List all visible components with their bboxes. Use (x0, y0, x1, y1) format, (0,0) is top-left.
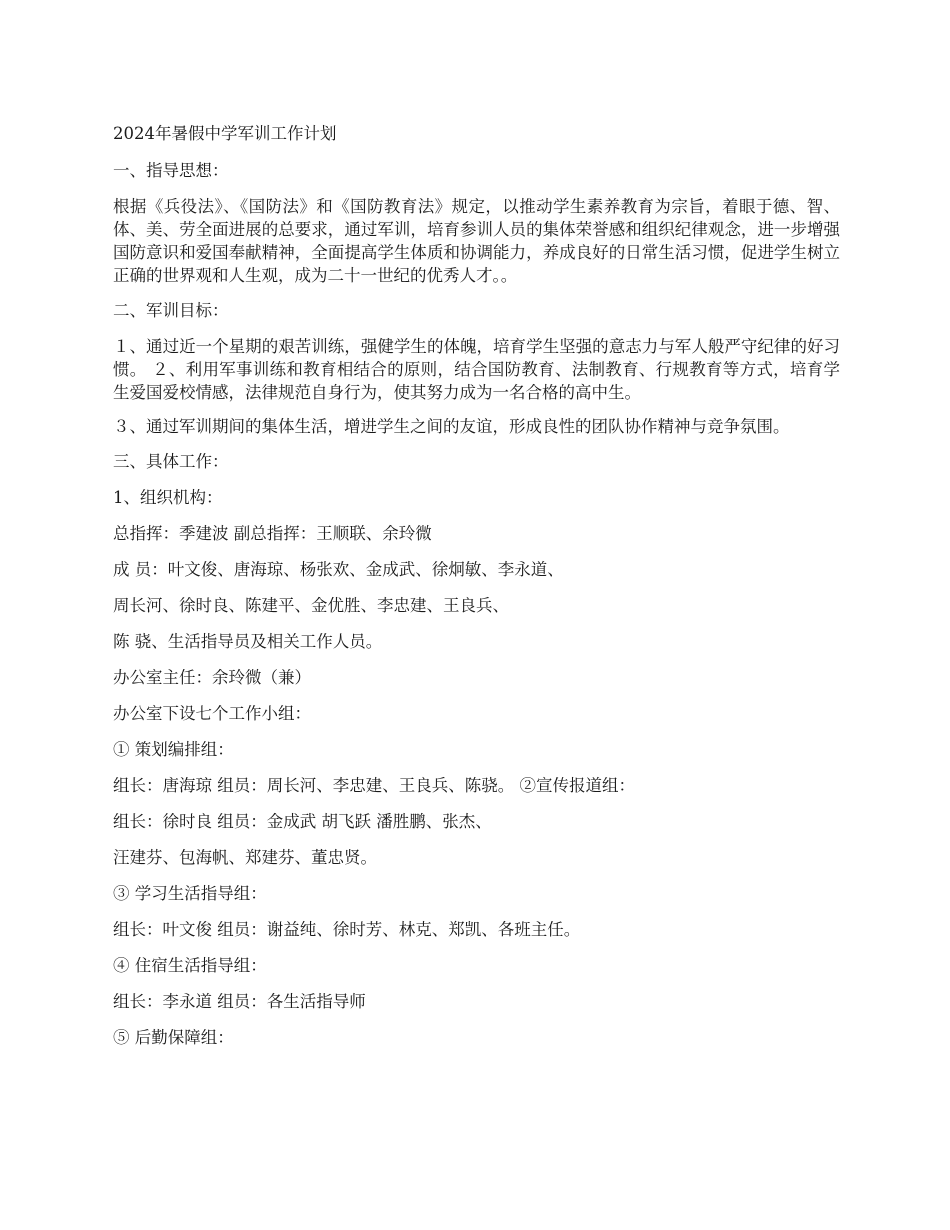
section-heading-guiding-ideology: 一、指导思想： (113, 161, 229, 180)
line-members-1: 成 员：叶文俊、唐海琼、杨张欢、金成武、徐炯敏、李永道、 (113, 559, 564, 579)
document-title: 2024年暑假中学军训工作计划 (113, 124, 337, 143)
group-publicity-members-1: 组长：徐时良 组员：金成武 胡飞跃 潘胜鹏、张杰、 (113, 811, 492, 831)
group-publicity-members-2: 汪建芬、包海帆、郑建芬、董忠贤。 (113, 847, 377, 867)
paragraph-goals-1-2: １、通过近一个星期的艰苦训练，强健学生的体魄，培育学生坚强的意志力与军人般严守纪律的好习惯。 ２、利用军事训练和教育相结合的原则，结合国防教育、法制教育、行规教育等方式，培育学生爱国爱校情感，法律规范自身行为，使其努力成为一名合格的高中生。 (113, 336, 840, 402)
section-heading-specific-work: 三、具体工作： (113, 451, 229, 471)
line-commanders: 总指挥：季建波 副总指挥：王顺联、余玲微 (113, 523, 432, 543)
line-members-2: 周长河、徐时良、陈建平、金优胜、李忠建、王良兵、 (113, 595, 509, 615)
line-members-3: 陈 骁、生活指导员及相关工作人员。 (113, 631, 383, 651)
group-logistics-heading: ⑤ 后勤保障组： (113, 1027, 234, 1047)
document-body (113, 122, 840, 1062)
group-study-life-heading: ③ 学习生活指导组： (113, 883, 267, 903)
group-dorm-life-members: 组长：李永道 组员：各生活指导师 (113, 991, 366, 1011)
line-office-director: 办公室主任：余玲微（兼） (113, 667, 311, 687)
group-planning-members: 组长：唐海琼 组员：周长河、李忠建、王良兵、陈骁。 ②宣传报道组： (113, 775, 635, 795)
subheading-organization: 1、组织机构： (113, 487, 223, 507)
paragraph-goals-3: ３、通过军训期间的集体生活，增进学生之间的友谊，形成良性的团队协作精神与竞争氛围。 (113, 417, 790, 436)
group-planning-heading: ① 策划编排组： (113, 739, 234, 759)
group-study-life-members: 组长：叶文俊 组员：谢益纯、徐时芳、林克、郑凯、各班主任。 (113, 919, 581, 939)
line-work-groups: 办公室下设七个工作小组： (113, 703, 311, 723)
paragraph-guiding-ideology: 根据《兵役法》、《国防法》和《国防教育法》规定，以推动学生素养教育为宗旨，着眼于德、智、体、美、劳全面进展的总要求，通过军训，培育参训人员的集体荣誉感和组织纪律观念，进一步增强国防意识和爱国奉献精神，全面提高学生体质和协调能力，养成良好的日常生活习惯，促进学生树立正确的世界观和人生观，成为二十一世纪的优秀人才。。 (113, 197, 840, 285)
section-heading-training-goals: 二、军训目标： (113, 300, 229, 320)
group-dorm-life-heading: ④ 住宿生活指导组： (113, 955, 267, 975)
